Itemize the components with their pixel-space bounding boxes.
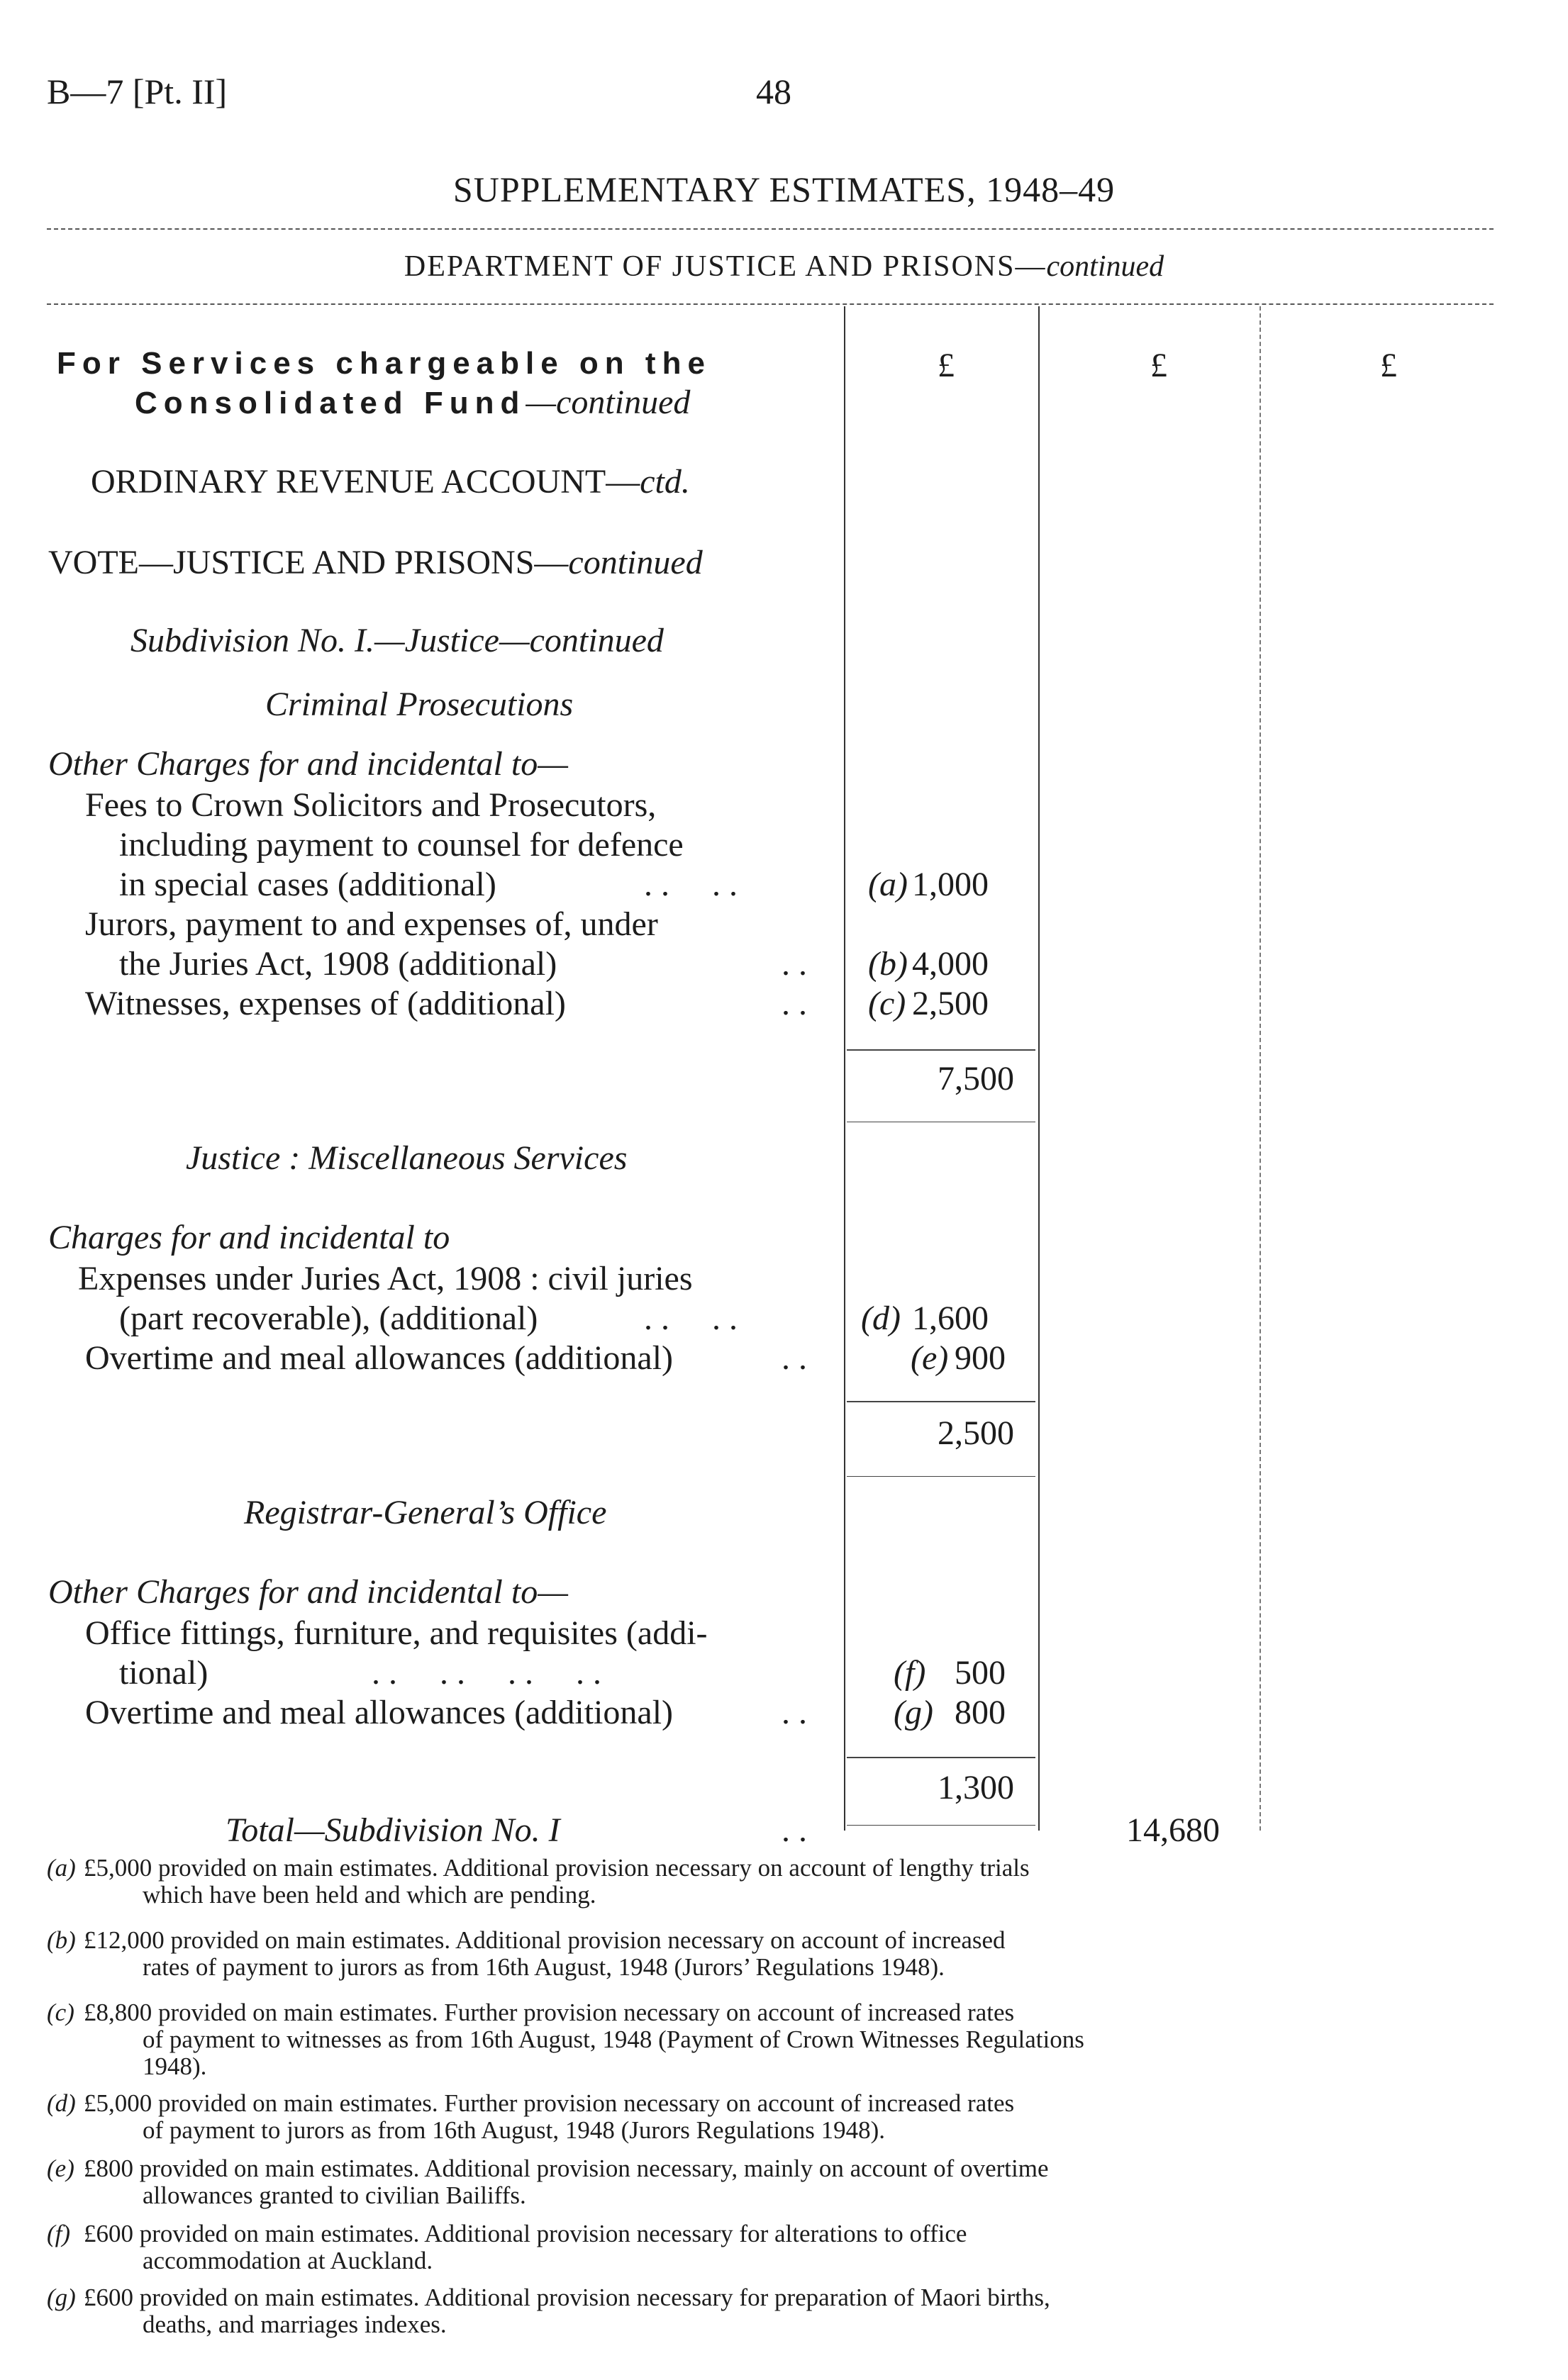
- footnote: [47, 1855, 1486, 1909]
- line-item-text: tional): [119, 1654, 208, 1692]
- subtotal-rule: [847, 1049, 1035, 1051]
- footnote-label: (f): [47, 2220, 71, 2247]
- footnote-text: £5,000 provided on main estimates. Additional provision necessary on account of lengthy trials: [84, 1854, 1030, 1882]
- line-item-amount: 2,500: [912, 985, 989, 1022]
- document-title: SUPPLEMENTARY ESTIMATES, 1948–49: [452, 169, 1116, 209]
- line-item-amount: 500: [955, 1654, 1006, 1692]
- charges-heading: Charges for and incidental to: [48, 1219, 450, 1256]
- footnote: [47, 2155, 1486, 2209]
- column-divider-1: [844, 306, 845, 1831]
- line-item-text: Expenses under Juries Act, 1908 : civil juries: [78, 1260, 693, 1297]
- section-subtotal: 1,300: [938, 1769, 1014, 1806]
- footnote: [47, 2220, 1486, 2274]
- line-item-amount: 900: [955, 1339, 1006, 1377]
- currency-column-1: £: [938, 347, 955, 384]
- footnote-text: £5,000 provided on main estimates. Further provision necessary on account of increased rates: [84, 2089, 1015, 2117]
- column-divider-2: [1038, 306, 1040, 1831]
- vote-heading: VOTE—JUSTICE AND PRISONS—continued: [48, 544, 703, 581]
- footnote-ref: (f): [894, 1654, 926, 1692]
- section-title: Criminal Prosecutions: [265, 686, 574, 723]
- footnote-ref: (g): [894, 1694, 933, 1731]
- currency-column-2: £: [1150, 347, 1167, 384]
- subtotal-rule: [847, 1757, 1035, 1758]
- footnote-ref: (d): [861, 1300, 901, 1337]
- footnote-text: accommodation at Auckland.: [143, 2247, 433, 2274]
- line-item-text: (part recoverable), (additional): [119, 1300, 538, 1337]
- line-item-amount: 4,000: [912, 945, 989, 983]
- line-item-text: the Juries Act, 1908 (additional): [119, 945, 557, 983]
- footnote-label: (b): [47, 1926, 76, 1954]
- subdivision-total-amount: 14,680: [1126, 1811, 1220, 1849]
- page-number: 48: [756, 72, 791, 111]
- footnote-text: rates of payment to jurors as from 16th August, 1948 (Jurors’ Regulations 1948).: [143, 1953, 945, 1981]
- document-reference: B—7 [Pt. II]: [47, 72, 228, 111]
- footnote-ref: (c): [868, 985, 906, 1022]
- dot-leader: . .: [782, 985, 807, 1022]
- line-item-text: Fees to Crown Solicitors and Prosecutors,: [85, 786, 657, 824]
- footnote: [47, 2090, 1486, 2144]
- line-item-text: in special cases (additional): [119, 866, 496, 903]
- footnote-label: (c): [47, 1999, 74, 2026]
- footnote-label: (e): [47, 2155, 74, 2182]
- footnote-ref: (e): [911, 1339, 949, 1377]
- footnote-text: 1948).: [143, 2052, 207, 2080]
- section-title: Justice : Miscellaneous Services: [186, 1139, 628, 1177]
- dot-leader: . .: [782, 945, 807, 983]
- dot-leader: . . . .: [644, 866, 738, 903]
- line-item-text: Overtime and meal allowances (additional): [85, 1339, 674, 1377]
- footnote-text: £600 provided on main estimates. Additional provision necessary for preparation of Maori births,: [84, 2284, 1050, 2311]
- subtotal-rule: [847, 1825, 1035, 1826]
- footnote-label: (a): [47, 1854, 76, 1882]
- line-item-amount: 1,600: [912, 1300, 989, 1337]
- section-subtotal: 7,500: [938, 1060, 1014, 1097]
- subtitle-rule: [47, 303, 1494, 305]
- subtotal-rule: [847, 1401, 1035, 1402]
- footnote-label: (g): [47, 2284, 76, 2311]
- line-item-amount: 1,000: [912, 866, 989, 903]
- footnote: [47, 1927, 1486, 1981]
- line-item-text: Office fittings, furniture, and requisites (addi-: [85, 1614, 708, 1652]
- services-heading: For Services chargeable on the: [57, 346, 711, 381]
- column-divider-3: [1260, 306, 1261, 1831]
- footnote-text: £800 provided on main estimates. Additional provision necessary, mainly on account of overtime: [84, 2155, 1049, 2182]
- dot-leader: . .: [782, 1811, 807, 1849]
- footnote-text: deaths, and marriages indexes.: [143, 2311, 447, 2338]
- dot-leader: . . . .: [644, 1300, 738, 1337]
- footnote-text: £12,000 provided on main estimates. Additional provision necessary on account of increased: [84, 1926, 1006, 1954]
- services-heading-line2: Consolidated Fund—continued: [135, 384, 691, 421]
- line-item-amount: 800: [955, 1694, 1006, 1731]
- footnote-ref: (a): [868, 866, 908, 903]
- charges-heading: Other Charges for and incidental to—: [48, 745, 568, 783]
- footnote-text: which have been held and which are pending.: [143, 1881, 596, 1909]
- section-subtotal: 2,500: [938, 1414, 1014, 1452]
- dot-leader: . .: [782, 1339, 807, 1377]
- dot-leader: . .: [782, 1694, 807, 1731]
- footnote: [47, 2284, 1486, 2338]
- line-item-text: Witnesses, expenses of (additional): [85, 985, 566, 1022]
- footnote-text: £8,800 provided on main estimates. Further provision necessary on account of increased rates: [84, 1999, 1015, 2026]
- line-item-text: including payment to counsel for defence: [119, 826, 684, 864]
- subtotal-rule: [847, 1476, 1035, 1477]
- title-rule: [47, 228, 1494, 230]
- footnote-text: of payment to witnesses as from 16th August, 1948 (Payment of Crown Witnesses Regulations: [143, 2026, 1084, 2053]
- footnote-ref: (b): [868, 945, 908, 983]
- line-item-text: Overtime and meal allowances (additional): [85, 1694, 674, 1731]
- dot-leader: . . . . . . . .: [372, 1654, 601, 1692]
- subdivision-total-label: Total—Subdivision No. I: [226, 1811, 560, 1849]
- currency-column-3: £: [1380, 347, 1397, 384]
- footnote: [47, 1999, 1486, 2080]
- section-title: Registrar-General’s Office: [244, 1494, 607, 1531]
- subdivision-heading: Subdivision No. I.—Justice—continued: [130, 622, 664, 659]
- department-subtitle: DEPARTMENT OF JUSTICE AND PRISONS—continued: [404, 250, 1164, 283]
- charges-heading: Other Charges for and incidental to—: [48, 1573, 568, 1611]
- account-heading: ORDINARY REVENUE ACCOUNT—ctd.: [91, 463, 690, 501]
- footnote-text: allowances granted to civilian Bailiffs.: [143, 2181, 526, 2209]
- line-item-text: Jurors, payment to and expenses of, under: [85, 905, 658, 943]
- footnote-text: £600 provided on main estimates. Additional provision necessary for alterations to office: [84, 2220, 967, 2247]
- footnote-label: (d): [47, 2089, 76, 2117]
- footnote-text: of payment to jurors as from 16th August, 1948 (Jurors Regulations 1948).: [143, 2116, 885, 2144]
